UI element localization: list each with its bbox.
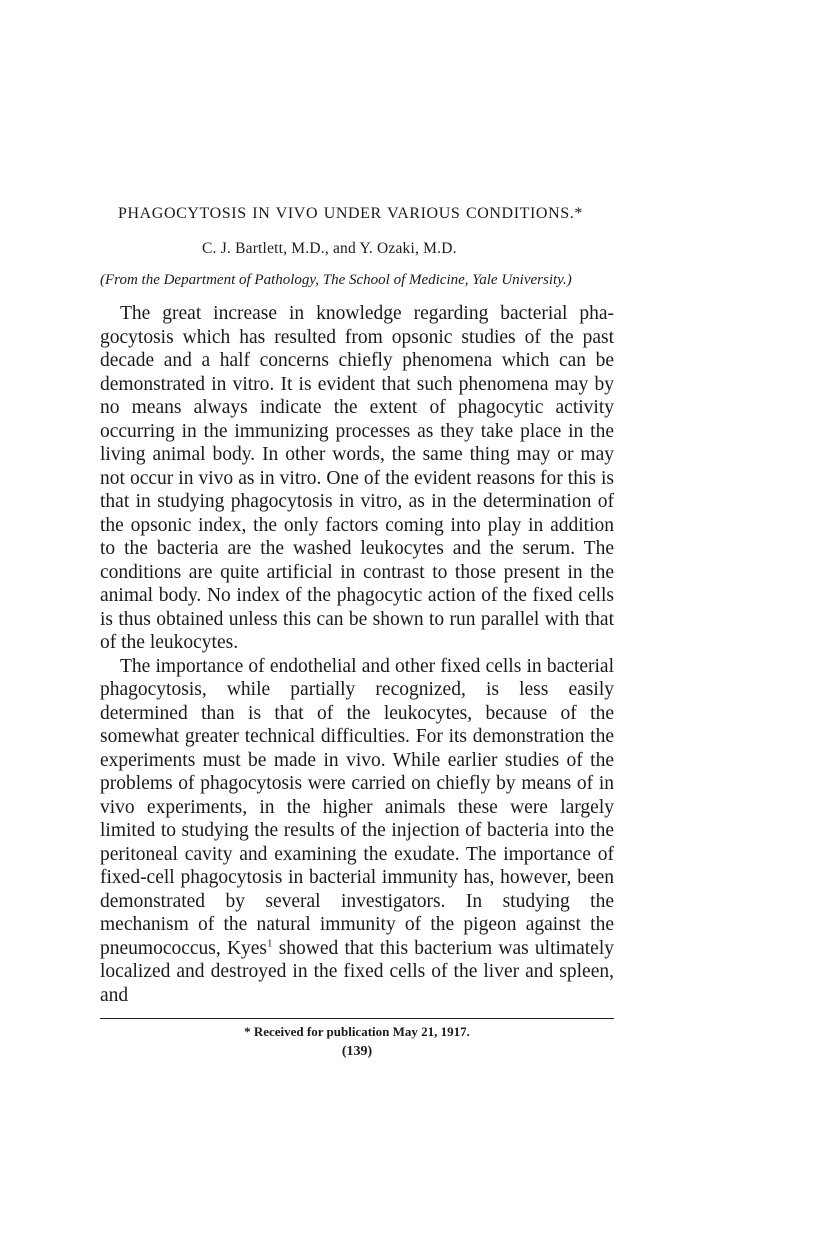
paragraph-1: The great increase in knowledge regarding bacterial phagocytosis which has resulted from opsonic studies of the past decade and a half concerns chiefly phenomena which can be demonstrated in vitro. It is evident that such phenomena may by no means always indicate the extent of phagocytic activity occurring in the immunizing processes as they take place in the living animal body. In other words, the same thing may or may not occur in vivo as in vitro. One of the evident reasons for this is that in studying phagocytosis in vitro, as in the determination of the opsonic index, the only factors coming into play in addition to the bacteria are the washed leukocytes and the serum. The conditions are quite artificial in contrast to those present in the animal body. No index of the phagocytic action of the fixed cells is thus obtained unless this can be shown to run parallel with that of the leukocytes.: [100, 303, 614, 653]
paragraph-2: [100, 655, 614, 1008]
footnote-reference: 1: [267, 937, 273, 949]
footnote-divider: [100, 1018, 614, 1019]
article-authors: C. J. Bartlett, M.D., and Y. Ozaki, M.D.: [202, 240, 457, 257]
article-body: [100, 302, 614, 1007]
article-title: PHAGOCYTOSIS IN VIVO UNDER VARIOUS CONDITIONS.*: [118, 205, 583, 222]
paragraph-2-continuation: showed that this bacterium was ultimately localized and destroyed in the fixed cells of the liver and spleen, and: [100, 937, 614, 1006]
footnote: * Received for publication May 21, 1917.: [244, 1024, 470, 1039]
paragraph-2-text: The importance of endothelial and other fixed cells in bacterial phagocytosis, while partially recognized, is less easily determined than is that of the leukocytes, because of the somewhat greater technical difficulties. For its demonstration the experiments must be made in vivo. While earlier studies of the problems of phagocytosis were carried on chiefly by means of in vivo experiments, in the higher animals these were largely limited to studying the results of the injection of bacteria into the peritoneal cavity and examining the exudate. The importance of fixed-cell phagocytosis in bacterial immunity has, however, been demonstrated by several investigators. In studying the mechanism of the natural immunity of the pigeon against the pneumococcus, Kyes: [100, 655, 614, 959]
article-affiliation: (From the Department of Pathology, The School of Medicine, Yale University.): [100, 272, 572, 288]
page-number: (139): [341, 1044, 373, 1059]
